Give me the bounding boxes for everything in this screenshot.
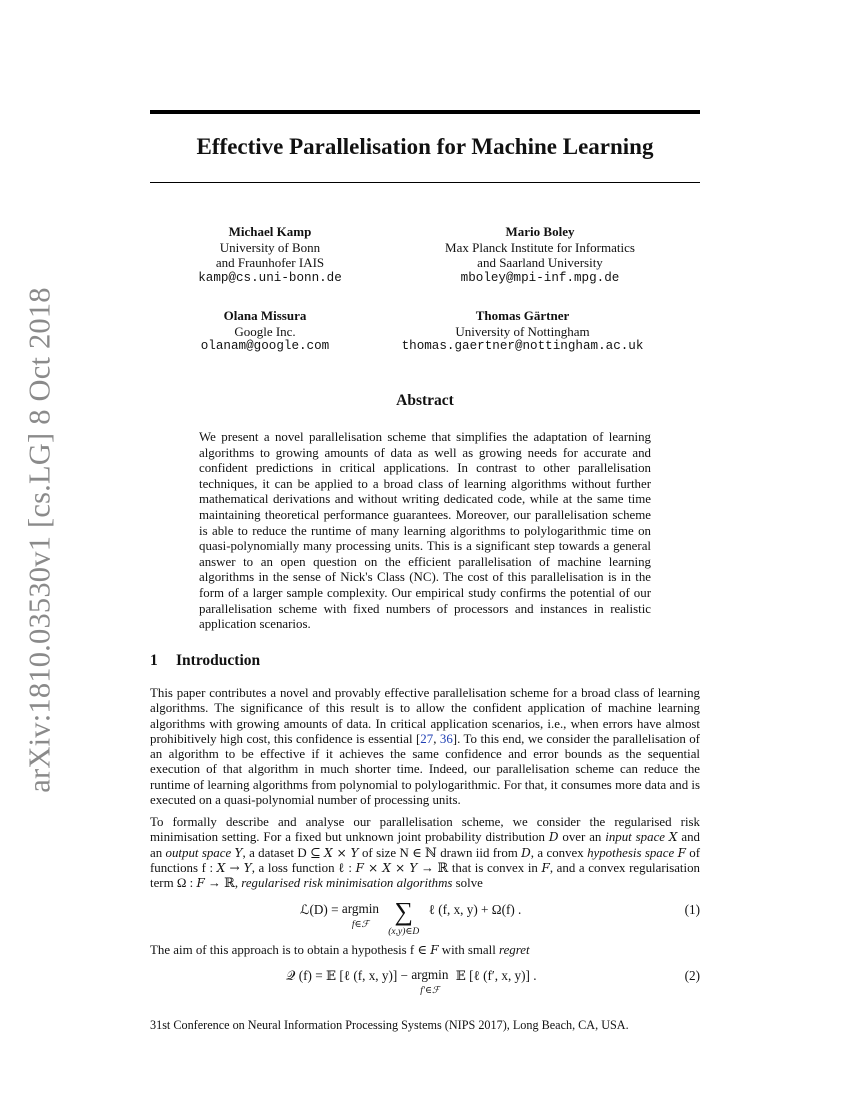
emph-term: regret	[499, 943, 530, 957]
math-symbol: F	[430, 943, 439, 957]
math-symbol: Y	[234, 845, 243, 860]
math-symbol: X → Y	[216, 860, 252, 875]
author-email: mboley@mpi-inf.mpg.de	[460, 270, 620, 285]
text-run: , a loss function ℓ :	[251, 860, 356, 875]
author-name: Olana Missura	[223, 308, 307, 323]
author-affiliation: Google Inc.	[234, 323, 296, 339]
math-symbol: F	[541, 860, 550, 875]
text-run: and an	[150, 830, 700, 860]
equation-lhs: 𝒬 (f) = 𝔼 [ℓ (f, x, y)] −	[286, 968, 412, 983]
sum-symbol: ∑	[394, 897, 414, 926]
author-affiliation: University of Bonn	[219, 239, 321, 255]
math-symbol: F × X × Y	[355, 860, 418, 875]
text-run: with small	[438, 943, 500, 957]
author-block-kamp	[190, 224, 350, 286]
author-name: Mario Boley	[505, 224, 575, 239]
author-email: kamp@cs.uni-bonn.de	[198, 270, 342, 285]
equation-lhs: ℒ(D) =	[300, 902, 342, 917]
title-top-rule	[150, 110, 700, 114]
math-symbol: D	[548, 830, 559, 845]
arxiv-identifier-stamp	[20, 287, 60, 793]
sum-subscript: (x,y)∈D	[388, 927, 420, 937]
author-affiliation: and Fraunhofer IAIS	[215, 255, 325, 270]
emph-term: input space	[605, 830, 666, 845]
text-run: solve	[452, 876, 483, 891]
argmin-label: argmin	[411, 967, 449, 982]
author-block-missura	[180, 308, 350, 355]
text-run: , and a convex regularisation term Ω :	[150, 860, 700, 891]
paper-title: Effective Parallelisation for Machine Learning	[196, 134, 654, 159]
author-affiliation: University of Nottingham	[455, 323, 590, 339]
equation-number: (2)	[684, 968, 700, 983]
text-run: → ℝ,	[204, 876, 242, 891]
intro-paragraph-3	[150, 943, 700, 958]
author-block-gaertner	[380, 308, 665, 355]
equation-rhs: 𝔼 [ℓ (f′, x, y)] .	[455, 968, 537, 983]
author-affiliation: Max Planck Institute for Informatics	[445, 239, 635, 255]
title-bottom-rule	[150, 182, 700, 183]
intro-paragraph-2	[150, 815, 700, 891]
citation-link[interactable]: 36	[439, 731, 453, 746]
emph-term: hypothesis space	[587, 845, 675, 860]
equation-2	[150, 968, 700, 1008]
author-block-boley	[402, 224, 678, 286]
author-affiliation: and Saarland University	[477, 255, 603, 270]
text-run: This paper contributes a novel and provably effective parallelisation scheme for a broad class of learning algorithms. The significance of this result is to allow the confident application of machine learning algorithms with growing amounts of data. In critical application scenarios, i.e., when errors have almost prohibitively high cost, this confidence is essential [	[150, 686, 700, 746]
text-run: ,	[433, 731, 440, 746]
text-run: , a dataset D ⊆	[242, 845, 325, 860]
text-run: of functions f :	[150, 845, 701, 875]
equation-number: (1)	[684, 902, 700, 917]
section-heading-introduction	[150, 652, 260, 670]
text-run: of size N ∈ ℕ drawn iid from	[358, 845, 522, 860]
argmin-operator	[411, 968, 448, 998]
text-run: over an	[558, 830, 606, 845]
math-symbol: F	[196, 876, 205, 891]
text-run: ]. To this end, we consider the parallelisation of an algorithm to be effective if it achieves the same confidence and error bounds as the sequential execution of that algorithm in much shorter time. Indeed, our parallelisation scheme can reduce the runtime of learning algorithms from polynomial to polylogarithmic. For that, it consumes more data and is executed on a quasi-polynomial number of processing units.	[150, 731, 700, 808]
math-symbol: X	[668, 830, 678, 845]
emph-term: output space	[165, 845, 232, 860]
author-email: olanam@google.com	[200, 339, 330, 353]
author-email: thomas.gaertner@nottingham.ac.uk	[401, 339, 644, 353]
emph-term: regularised risk minimisation algorithms	[241, 876, 453, 891]
arxiv-stamp-text: arXiv:1810.03530v1 [cs.LG] 8 Oct 2018	[22, 287, 57, 793]
abstract-heading: Abstract	[396, 392, 454, 409]
sum-operator	[388, 897, 420, 939]
author-name: Michael Kamp	[228, 224, 312, 239]
text-run: → ℝ that is convex in	[417, 860, 542, 875]
conference-footnote: 31st Conference on Neural Information Processing Systems (NIPS 2017), Long Beach, CA, USA.	[150, 1018, 629, 1032]
equation-rhs: ℓ (f, x, y) + Ω(f) .	[428, 902, 522, 917]
text-run: To formally describe and analyse our parallelisation scheme, we consider the regularised risk minimisation setting. For a fixed but unknown joint probability distribution	[150, 815, 700, 845]
citation-link[interactable]: 27	[420, 731, 434, 746]
argmin-subscript: f∈ℱ	[351, 920, 369, 930]
argmin-subscript: f′∈ℱ	[420, 986, 440, 996]
math-symbol: D	[521, 845, 531, 860]
abstract-text: We present a novel parallelisation scheme that simplifies the adaptation of learning algorithms to growing amounts of data as well as growing needs for accurate and confident predictions in critical applications. In contrast to other parallelisation techniques, it can be applied to a broad class of learning algorithms without further mathematical derivations and without writing dedicated code, while at the same time maintaining theoretical performance guarantees. Moreover, our parallelisation scheme is able to reduce the runtime of many learning algorithms to polylogarithmic time on quasi-polynomially many processing units. This is a significant step towards a general answer to an open question on the efficient parallelisation of machine learning algorithms in the sense of Nick's Class (NC). The cost of this parallelisation is in the form of a larger sample complexity. Our empirical study confirms the potential of our parallelisation scheme with fixed numbers of processors and instances in realistic application scenarios.	[199, 430, 651, 632]
argmin-label: argmin	[341, 901, 379, 916]
math-symbol: F	[677, 845, 686, 860]
author-name: Thomas Gärtner	[475, 308, 570, 323]
equation-1	[150, 897, 700, 942]
argmin-operator	[342, 902, 379, 932]
section-title: Introduction	[176, 652, 261, 669]
text-run: , a convex	[530, 845, 588, 860]
intro-paragraph-1	[150, 686, 700, 808]
section-number: 1	[150, 652, 158, 669]
math-symbol: X × Y	[324, 845, 359, 860]
text-run: The aim of this approach is to obtain a hypothesis f ∈	[150, 943, 431, 957]
